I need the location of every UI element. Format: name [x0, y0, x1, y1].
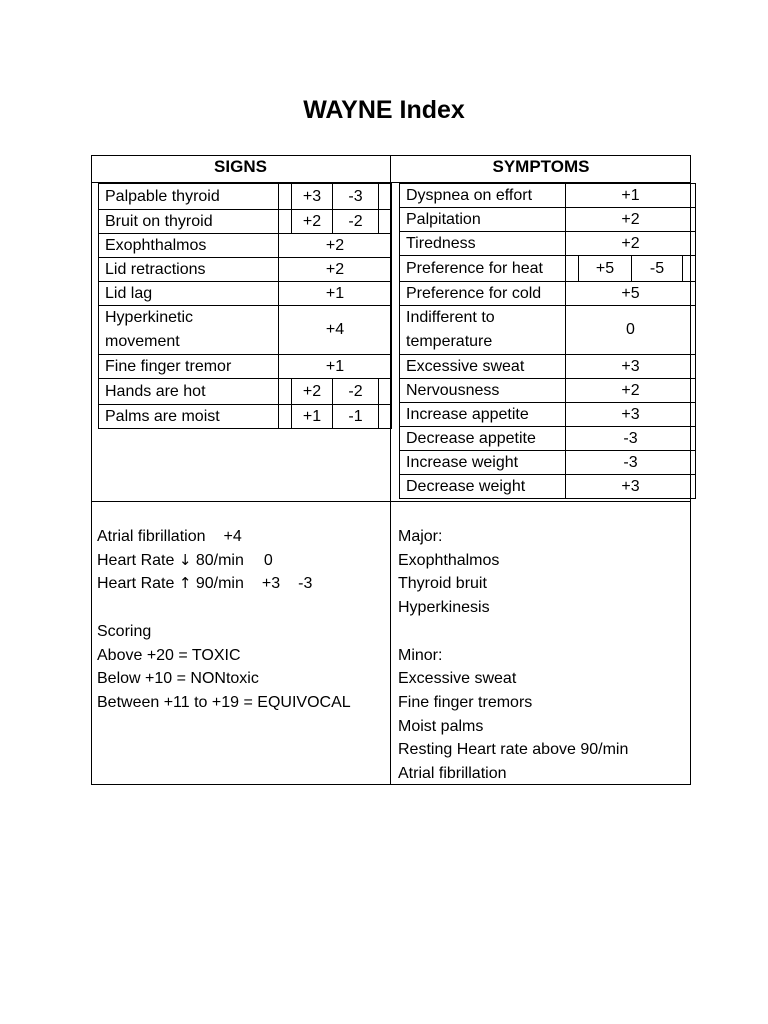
heart-and-scoring-block: [97, 525, 351, 715]
symptom-value: +2: [566, 232, 696, 256]
sign-row: [99, 234, 392, 258]
symptom-label: [400, 306, 566, 355]
symptom-label: Preference for cold: [400, 282, 566, 306]
signs-header: SIGNS: [214, 157, 267, 176]
symptom-row: [400, 427, 696, 451]
sign-label: Palpable thyroid: [99, 184, 279, 210]
symptom-value: +3: [566, 475, 696, 499]
sign-label: [99, 306, 279, 355]
symptom-label: Excessive sweat: [400, 355, 566, 379]
symptom-value: +3: [566, 355, 696, 379]
sign-row: [99, 306, 392, 355]
minor-item: Fine finger tremors: [398, 693, 533, 711]
sign-row: [99, 258, 392, 282]
scoring-equivocal: Between +11 to +19 = EQUIVOCAL: [97, 693, 351, 711]
sign-label: Lid retractions: [99, 258, 279, 282]
symptom-row: [400, 451, 696, 475]
sign-spacer-cell: [279, 210, 292, 234]
hr-high-line: [97, 572, 351, 596]
sign-row: [99, 405, 392, 429]
symptom-row: [400, 184, 696, 208]
sign-value: +4: [279, 306, 392, 355]
symptom-label: Increase appetite: [400, 403, 566, 427]
symptom-label: Decrease appetite: [400, 427, 566, 451]
symptom-present-value: +5: [579, 256, 632, 282]
symptom-value: +1: [566, 184, 696, 208]
sign-absent-value: -1: [333, 405, 379, 429]
symptom-row: [400, 306, 696, 355]
hr-low-line: [97, 549, 351, 573]
sign-row: [99, 282, 392, 306]
minor-item: Atrial fibrillation: [398, 765, 507, 783]
symptom-absent-value: -5: [632, 256, 683, 282]
sign-value: +1: [279, 282, 392, 306]
symptoms-table: [399, 183, 696, 499]
symptom-label: Preference for heat: [400, 256, 566, 282]
sign-spacer-cell: [279, 379, 292, 405]
symptom-value: +5: [566, 282, 696, 306]
af-value: +4: [223, 528, 242, 545]
sign-label-line: movement: [105, 333, 180, 350]
sign-label: Palms are moist: [99, 405, 279, 429]
sign-present-value: +1: [292, 405, 333, 429]
sign-label: Exophthalmos: [99, 234, 279, 258]
minor-item: Moist palms: [398, 717, 484, 735]
symptom-label: Tiredness: [400, 232, 566, 256]
sign-spacer-cell: [379, 184, 392, 210]
symptom-row: [400, 475, 696, 499]
symptom-label: Increase weight: [400, 451, 566, 475]
sign-value: +2: [279, 234, 392, 258]
scoring-nontoxic: Below +10 = NONtoxic: [97, 670, 259, 688]
sign-label-line: Hyperkinetic: [105, 309, 194, 326]
hr-high-present: +3: [261, 575, 281, 593]
symptom-label: Nervousness: [400, 379, 566, 403]
sign-row: [99, 210, 392, 234]
symptom-label: Palpitation: [400, 208, 566, 232]
symptom-spacer-cell: [683, 256, 696, 282]
major-item: Exophthalmos: [398, 551, 500, 569]
scoring-toxic: Above +20 = TOXIC: [97, 646, 241, 664]
symptom-row: [400, 208, 696, 232]
hr-low-value: 0: [263, 551, 273, 569]
symptom-row: [400, 256, 696, 282]
down-arrow-icon: ↓: [178, 550, 192, 569]
sign-label: Bruit on thyroid: [99, 210, 279, 234]
symptom-row: [400, 282, 696, 306]
sign-row: [99, 355, 392, 379]
sign-value: +2: [279, 258, 392, 282]
symptom-value: +2: [566, 379, 696, 403]
hr-low-rate: 80/min: [195, 551, 244, 569]
symptom-value: +2: [566, 208, 696, 232]
hr-high-absent: -3: [298, 575, 313, 593]
major-item: Hyperkinesis: [398, 599, 490, 617]
sign-spacer-cell: [279, 184, 292, 210]
sign-spacer-cell: [379, 379, 392, 405]
signs-table: [98, 183, 392, 429]
minor-item: Resting Heart rate above 90/min: [398, 741, 629, 759]
sign-row: [99, 379, 392, 405]
major-item: Thyroid bruit: [398, 575, 487, 593]
symptom-row: [400, 379, 696, 403]
sign-spacer-cell: [379, 405, 392, 429]
sign-spacer-cell: [379, 210, 392, 234]
symptom-label: Decrease weight: [400, 475, 566, 499]
symptom-label-line: temperature: [406, 333, 493, 350]
symptom-row: [400, 403, 696, 427]
up-arrow-icon: ↑: [178, 574, 192, 593]
blank-line: [398, 620, 628, 644]
hr-high-rate: 90/min: [195, 575, 244, 593]
sign-row: [99, 184, 392, 210]
sign-present-value: +3: [292, 184, 333, 210]
minor-item: Excessive sweat: [398, 670, 517, 688]
symptom-row: [400, 232, 696, 256]
blank-line: [97, 596, 351, 620]
minor-heading: Minor:: [398, 646, 443, 664]
sign-spacer-cell: [279, 405, 292, 429]
hr-low-label: Heart Rate: [97, 551, 175, 569]
sign-label: Fine finger tremor: [99, 355, 279, 379]
symptoms-header: SYMPTOMS: [492, 157, 590, 176]
sign-absent-value: -2: [333, 379, 379, 405]
symptom-row: [400, 355, 696, 379]
af-line: [97, 525, 351, 549]
sign-absent-value: -2: [333, 210, 379, 234]
sign-label: Hands are hot: [99, 379, 279, 405]
symptom-value: 0: [566, 306, 696, 355]
symptom-label-line: Indifferent to: [406, 309, 495, 326]
sign-label: Lid lag: [99, 282, 279, 306]
scoring-heading: Scoring: [97, 622, 152, 640]
section-divider: [91, 501, 691, 502]
sign-value: +1: [279, 355, 392, 379]
symptom-value: -3: [566, 427, 696, 451]
sign-present-value: +2: [292, 210, 333, 234]
sign-present-value: +2: [292, 379, 333, 405]
symptom-value: -3: [566, 451, 696, 475]
symptom-spacer-cell: [566, 256, 579, 282]
sign-absent-value: -3: [333, 184, 379, 210]
page-title: WAYNE Index: [303, 96, 465, 124]
hr-high-label: Heart Rate: [97, 575, 175, 593]
major-heading: Major:: [398, 528, 443, 545]
symptom-value: +3: [566, 403, 696, 427]
symptom-label: Dyspnea on effort: [400, 184, 566, 208]
af-label: Atrial fibrillation: [97, 528, 206, 545]
criteria-block: [398, 525, 628, 786]
